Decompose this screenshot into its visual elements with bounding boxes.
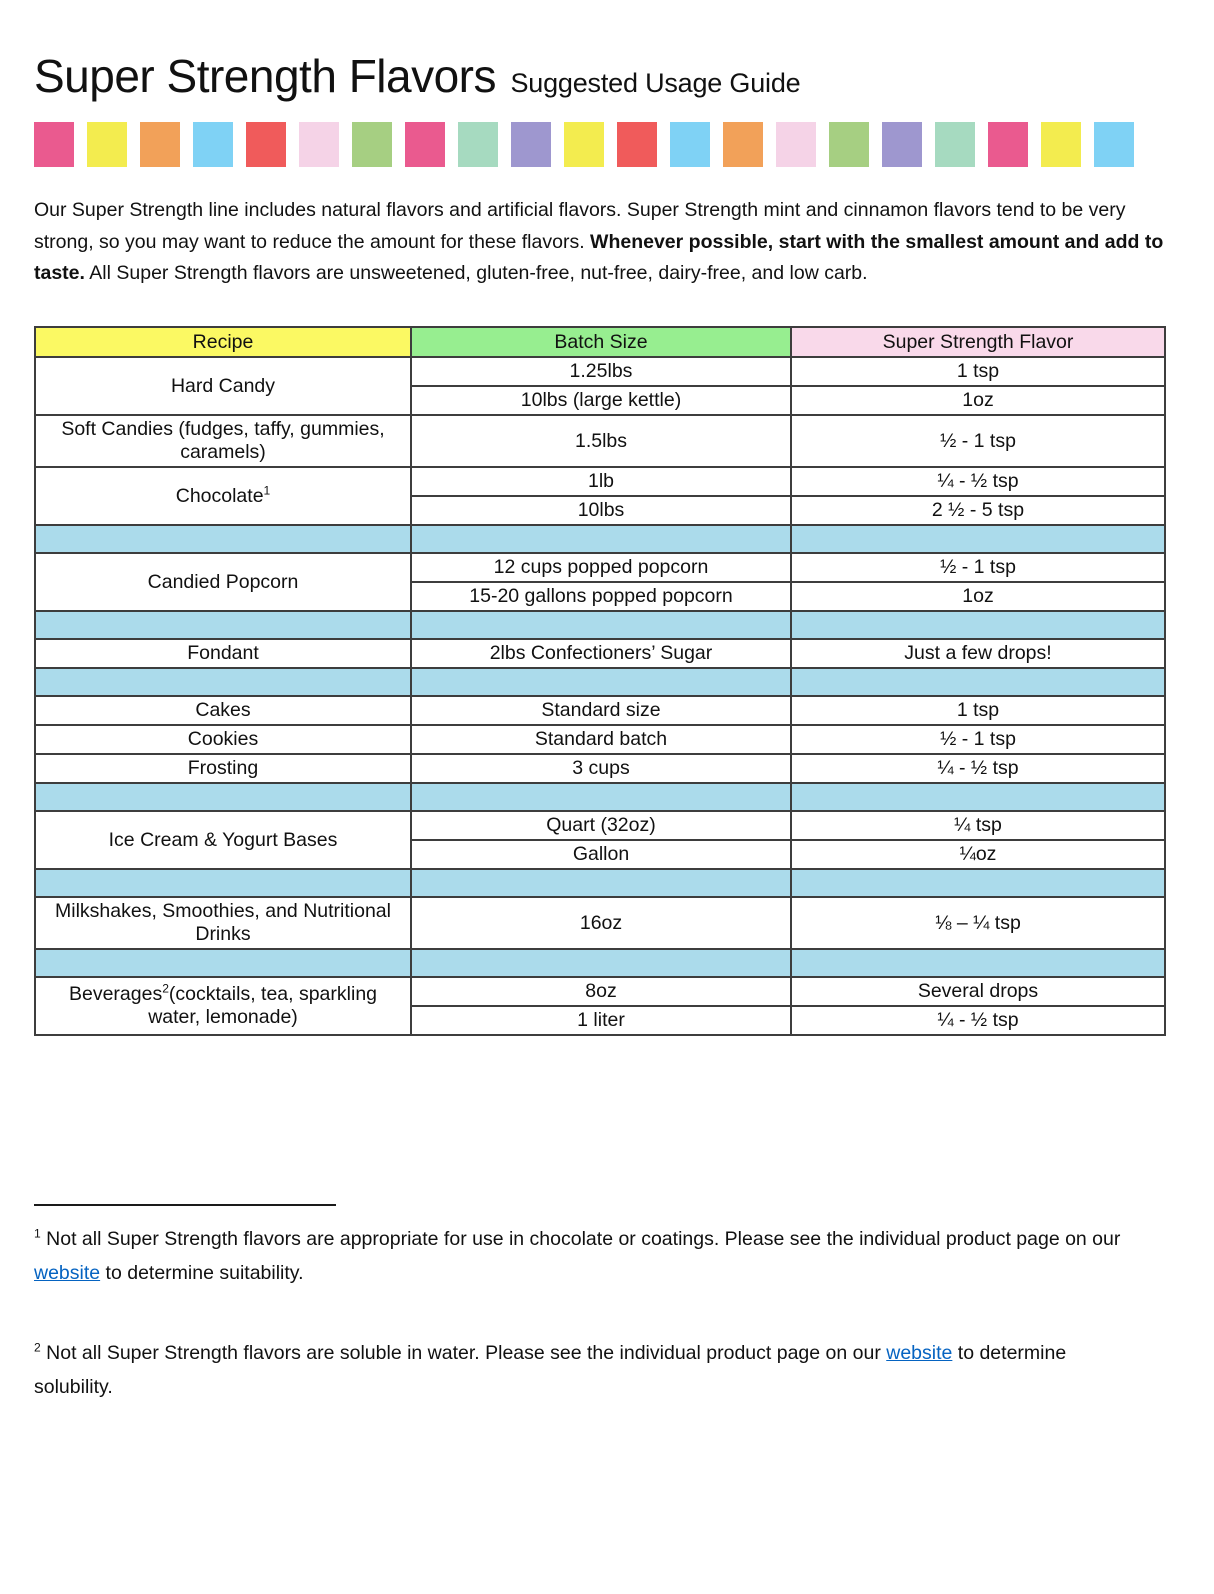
flavor-amount-cell: 1oz	[791, 386, 1165, 415]
flavor-amount-cell: 2 ½ - 5 tsp	[791, 496, 1165, 525]
separator-cell	[411, 783, 791, 811]
intro-text-bold: Whenever possible, start with the smallest amount and add to taste.	[34, 230, 1164, 285]
batch-size-cell: 12 cups popped popcorn	[411, 553, 791, 582]
batch-size-cell: 16oz	[411, 897, 791, 949]
stripe-square-mint	[458, 122, 498, 167]
batch-size-cell: 2lbs Confectioners’ Sugar	[411, 639, 791, 668]
flavor-amount-cell: 1oz	[791, 582, 1165, 611]
intro-text-1: Our Super Strength line includes natural flavors and artificial flavors. Super Strength mint and cinnamon flavors tend to be very strong, so you may want to reduce the amount for these flavors.	[34, 199, 1126, 253]
batch-size-cell: 1.5lbs	[411, 415, 791, 467]
batch-size-cell: 1 liter	[411, 1006, 791, 1035]
stripe-square-light_pink	[299, 122, 339, 167]
separator-cell	[791, 668, 1165, 696]
stripe-square-blue	[670, 122, 710, 167]
stripe-square-purple	[882, 122, 922, 167]
separator-row	[35, 611, 1165, 639]
separator-row	[35, 949, 1165, 977]
column-header-flavor: Super Strength Flavor	[791, 327, 1165, 357]
table-row	[35, 811, 1165, 840]
table-row	[35, 357, 1165, 386]
stripe-square-light_pink	[776, 122, 816, 167]
flavor-amount-cell: ½ - 1 tsp	[791, 415, 1165, 467]
table-row	[35, 467, 1165, 496]
separator-row	[35, 668, 1165, 696]
website-link-2[interactable]: website	[886, 1342, 953, 1365]
footnote-2-marker: 2	[34, 1340, 41, 1355]
table-row	[35, 897, 1165, 949]
footnote-2	[34, 1336, 1134, 1404]
stripe-square-pink	[988, 122, 1028, 167]
batch-size-cell: 1lb	[411, 467, 791, 496]
stripe-square-yellow	[564, 122, 604, 167]
table-row	[35, 415, 1165, 467]
flavor-amount-cell: Several drops	[791, 977, 1165, 1006]
flavor-amount-cell: ½ - 1 tsp	[791, 725, 1165, 754]
footnote-2-text-end: to determine solubility.	[34, 1342, 1067, 1399]
flavor-amount-cell: ¼ tsp	[791, 811, 1165, 840]
table-row	[35, 725, 1165, 754]
flavor-amount-cell: 1 tsp	[791, 696, 1165, 725]
separator-cell	[791, 949, 1165, 977]
recipe-cell: Milkshakes, Smoothies, and Nutritional Drinks	[35, 897, 411, 949]
footnote-1-text-end: to determine suitability.	[100, 1262, 304, 1285]
recipe-cell: Cookies	[35, 725, 411, 754]
footnote-1-marker: 1	[34, 1226, 41, 1241]
recipe-cell: Fondant	[35, 639, 411, 668]
recipe-cell: Cakes	[35, 696, 411, 725]
usage-table	[34, 326, 1166, 1036]
recipe-cell: Soft Candies (fudges, taffy, gummies, caramels)	[35, 415, 411, 467]
batch-size-cell: Gallon	[411, 840, 791, 869]
flavor-amount-cell: ½ - 1 tsp	[791, 553, 1165, 582]
table-row	[35, 553, 1165, 582]
recipe-cell: Hard Candy	[35, 357, 411, 415]
separator-cell	[411, 869, 791, 897]
website-link-1[interactable]: website	[34, 1262, 101, 1285]
table-row	[35, 639, 1165, 668]
footnote-2-text: Not all Super Strength flavors are soluble in water. Please see the individual product page on our	[40, 1342, 887, 1365]
title-subtitle: Suggested Usage Guide	[510, 68, 801, 98]
stripe-square-yellow	[1041, 122, 1081, 167]
separator-cell	[35, 783, 411, 811]
intro-paragraph	[34, 195, 1180, 290]
separator-cell	[35, 869, 411, 897]
intro-text-2: All Super Strength flavors are unsweetened, gluten-free, nut-free, dairy-free, and low carb.	[84, 262, 868, 285]
batch-size-cell: 1.25lbs	[411, 357, 791, 386]
column-header-recipe: Recipe	[35, 327, 411, 357]
separator-cell	[411, 525, 791, 553]
flavor-amount-cell: ¼ - ½ tsp	[791, 754, 1165, 783]
color-stripe	[34, 122, 1180, 167]
batch-size-cell: 8oz	[411, 977, 791, 1006]
footnote-1-text: Not all Super Strength flavors are appropriate for use in chocolate or coatings. Please see the individual product page on our	[40, 1228, 1121, 1251]
separator-cell	[35, 949, 411, 977]
recipe-cell: Chocolate$^1$	[35, 467, 411, 525]
batch-size-cell: 15-20 gallons popped popcorn	[411, 582, 791, 611]
footnote-separator	[34, 1204, 336, 1206]
batch-size-cell: Quart (32oz)	[411, 811, 791, 840]
footnote-1	[34, 1222, 1134, 1290]
stripe-square-purple	[511, 122, 551, 167]
separator-cell	[791, 783, 1165, 811]
table-row	[35, 977, 1165, 1006]
batch-size-cell: Standard size	[411, 696, 791, 725]
stripe-square-orange	[723, 122, 763, 167]
recipe-cell: Candied Popcorn	[35, 553, 411, 611]
flavor-amount-cell: Just a few drops!	[791, 639, 1165, 668]
separator-cell	[791, 869, 1165, 897]
stripe-square-green	[352, 122, 392, 167]
flavor-amount-cell: 1 tsp	[791, 357, 1165, 386]
stripe-square-orange	[140, 122, 180, 167]
stripe-square-red	[246, 122, 286, 167]
stripe-square-mint	[935, 122, 975, 167]
separator-cell	[791, 525, 1165, 553]
batch-size-cell: 3 cups	[411, 754, 791, 783]
separator-cell	[411, 668, 791, 696]
flavor-amount-cell: ¼ - ½ tsp	[791, 1006, 1165, 1035]
stripe-square-red	[617, 122, 657, 167]
separator-row	[35, 783, 1165, 811]
flavor-amount-cell: ⅛ – ¼ tsp	[791, 897, 1165, 949]
title-main: Super Strength Flavors	[34, 50, 497, 102]
batch-size-cell: 10lbs	[411, 496, 791, 525]
stripe-square-pink	[405, 122, 445, 167]
recipe-cell: Ice Cream & Yogurt Bases	[35, 811, 411, 869]
table-row	[35, 696, 1165, 725]
batch-size-cell: 10lbs (large kettle)	[411, 386, 791, 415]
flavor-amount-cell: ¼oz	[791, 840, 1165, 869]
table-header-row	[35, 327, 1165, 357]
recipe-cell: Frosting	[35, 754, 411, 783]
separator-row	[35, 525, 1165, 553]
separator-cell	[35, 611, 411, 639]
separator-cell	[411, 949, 791, 977]
batch-size-cell: Standard batch	[411, 725, 791, 754]
stripe-square-green	[829, 122, 869, 167]
flavor-amount-cell: ¼ - ½ tsp	[791, 467, 1165, 496]
separator-row	[35, 869, 1165, 897]
table-row	[35, 754, 1165, 783]
recipe-cell: Beverages$^2$(cocktails, tea, sparkling water, lemonade)	[35, 977, 411, 1035]
page-title	[34, 52, 1180, 100]
stripe-square-blue	[193, 122, 233, 167]
stripe-square-blue	[1094, 122, 1134, 167]
separator-cell	[791, 611, 1165, 639]
separator-cell	[35, 525, 411, 553]
stripe-square-pink	[34, 122, 74, 167]
stripe-square-yellow	[87, 122, 127, 167]
column-header-batch-size: Batch Size	[411, 327, 791, 357]
separator-cell	[411, 611, 791, 639]
separator-cell	[35, 668, 411, 696]
